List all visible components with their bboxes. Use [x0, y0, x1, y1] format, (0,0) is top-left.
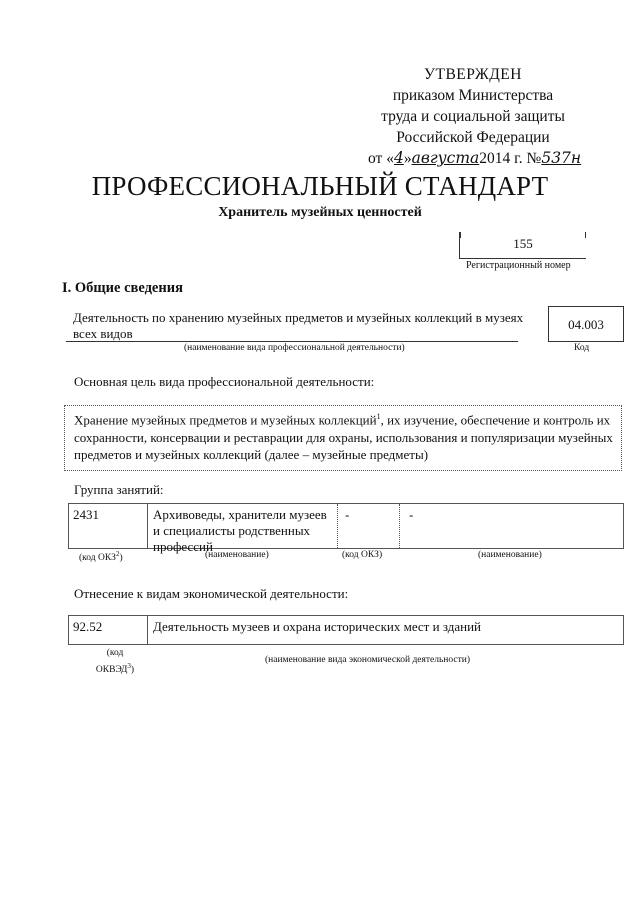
- goal-label: Основная цель вида профессиональной деятельности:: [74, 374, 375, 389]
- activity-code-box: [548, 306, 624, 342]
- registration-box: [459, 232, 586, 259]
- page-title: ПРОФЕССИОНАЛЬНЫЙ СТАНДАРТ: [91, 171, 549, 201]
- code-label: Код: [574, 343, 590, 353]
- approval-line-4: Российской Федерации: [396, 129, 550, 146]
- activity-caption: (наименование вида профессиональной деятельности): [184, 343, 405, 353]
- group-caption-code2: (код ОКЗ): [342, 550, 383, 560]
- econ-cap-line1: (код: [106, 648, 124, 658]
- approval-line-2: приказом Министерства: [392, 87, 554, 104]
- date-prefix: от «: [368, 150, 394, 167]
- econ-caption-name: (наименование вида экономической деятельности): [265, 655, 470, 665]
- goal-footnote: 1: [376, 412, 381, 421]
- date-year: 2014 г. №: [479, 150, 542, 167]
- handwritten-number: 537н: [541, 149, 582, 167]
- approval-date-line: [368, 148, 582, 169]
- group-code-1: 2431: [73, 507, 99, 522]
- registration-number: 155: [513, 236, 533, 251]
- group-divider-1: [147, 504, 148, 548]
- group-caption-name2: (наименование): [478, 550, 542, 560]
- econ-label: Отнесение к видам экономической деятельности:: [74, 586, 349, 601]
- date-mid: »: [403, 150, 412, 167]
- section-title: I. Общие сведения: [62, 280, 183, 296]
- activity-underline: [66, 341, 518, 342]
- goal-text-b: , их изучение, обеспечение и контроль их сохранности, консервации и реставрации для охраны, использования и популяризации музейных предметов и музейных коллекций (далее – музейные предметы): [74, 412, 613, 463]
- handwritten-month: августа: [411, 149, 480, 167]
- cap-code1-sup: 2: [115, 550, 120, 558]
- group-divider-3: [399, 504, 400, 548]
- approval-block: [368, 64, 582, 169]
- page-subtitle: Хранитель музейных ценностей: [218, 205, 422, 220]
- group-caption-code1: [79, 550, 123, 563]
- approval-title: УТВЕРЖДЕН: [424, 66, 522, 83]
- activity-code: 04.003: [568, 317, 604, 332]
- goal-text-a: Хранение музейных предметов и музейных коллекций: [74, 412, 377, 428]
- group-name-2: -: [409, 507, 414, 522]
- approval-line-3: труда и социальной защиты: [381, 108, 565, 125]
- econ-code: 92.52: [73, 619, 103, 634]
- group-name-1: Архивоведы, хранители музеев и специалисты родственных профессий: [153, 507, 327, 554]
- econ-cap-sup: 3: [127, 662, 131, 670]
- cap-code1-text: (код ОКЗ: [79, 553, 116, 564]
- group-divider-2: [337, 504, 338, 548]
- handwritten-day: 4: [393, 149, 404, 167]
- goal-text: [74, 408, 614, 464]
- group-code-2: -: [345, 507, 350, 522]
- econ-divider: [147, 616, 148, 644]
- econ-cap-okved: ОКВЭД: [95, 665, 128, 676]
- econ-name: Деятельность музеев и охрана исторических мест и зданий: [153, 619, 481, 634]
- econ-cap-end: ): [130, 665, 135, 676]
- econ-cap-line2: [94, 660, 136, 677]
- group-table: [68, 503, 624, 554]
- econ-caption-code: [94, 647, 136, 677]
- cap-code1-end: ): [119, 553, 123, 564]
- registration-label: Регистрационный номер: [466, 260, 571, 271]
- group-caption-name1: (наименование): [205, 550, 269, 560]
- activity-name: Деятельность по хранению музейных предметов и музейных коллекций в музеях всех видов: [73, 310, 524, 341]
- group-label: Группа занятий:: [74, 482, 164, 497]
- econ-table: [68, 615, 624, 645]
